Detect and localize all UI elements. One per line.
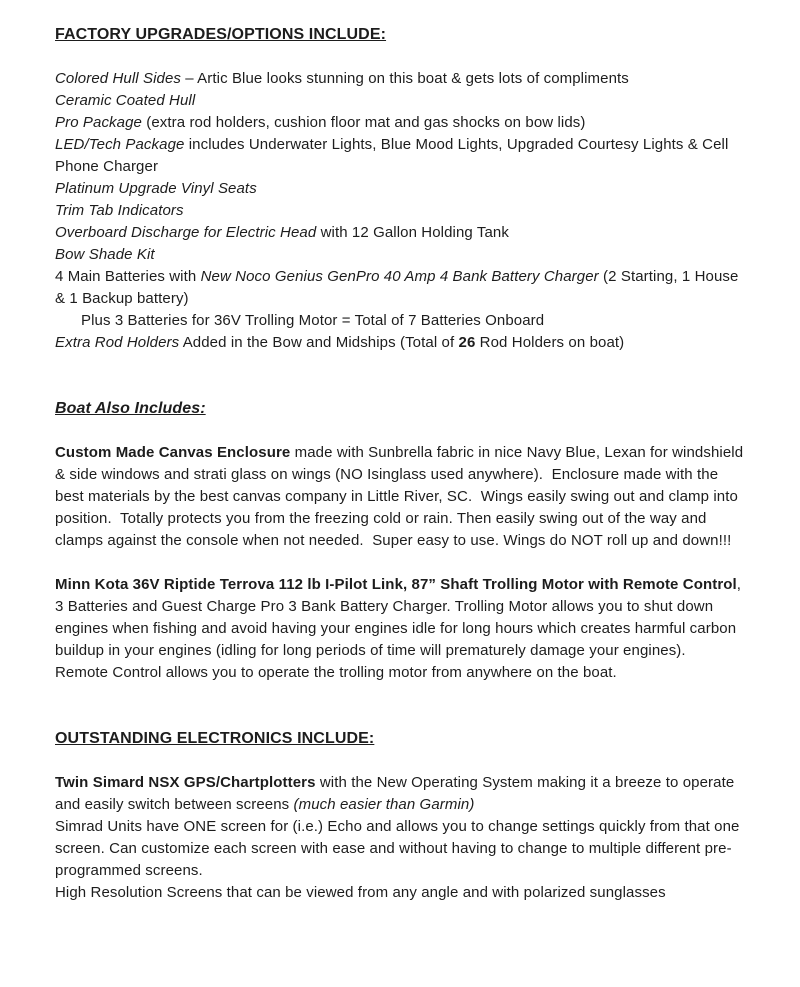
text-run: Ceramic Coated Hull — [55, 92, 196, 109]
text-run: New Noco Genius GenPro 40 Amp 4 Bank Battery Charger — [200, 268, 599, 285]
section-factory-upgrades — [55, 24, 746, 354]
paragraph-canvas-enclosure — [55, 442, 746, 552]
text-run: Remote Control allows you to operate the trolling motor from anywhere on the boat. — [55, 664, 617, 681]
option-extra-rod-holders — [55, 332, 746, 354]
option-colored-hull-sides — [55, 68, 746, 90]
text-run: with the New Operating System making it a breeze to operate and easily switch between screens — [55, 774, 739, 813]
section-boat-also-includes — [55, 398, 746, 684]
option-overboard-discharge — [55, 222, 746, 244]
option-platinum-vinyl-seats — [55, 178, 746, 200]
boat-also-includes-heading: Boat Also Includes: — [55, 400, 206, 417]
text-run: Rod Holders on boat) — [475, 334, 625, 351]
text-run: (2 Starting, 1 House & 1 Backup battery) — [55, 268, 743, 307]
paragraph-simrad-screens — [55, 816, 746, 882]
text-run: – Artic Blue looks stunning on this boat & gets lots of compliments — [181, 70, 629, 87]
paragraph-remote-control — [55, 662, 746, 684]
text-run: Plus 3 Batteries for 36V Trolling Motor = Total of 7 Batteries Onboard — [81, 312, 545, 329]
factory-upgrades-heading: FACTORY UPGRADES/OPTIONS INCLUDE: — [55, 26, 387, 43]
text-run: Pro Package — [55, 114, 142, 131]
text-run: with 12 Gallon Holding Tank — [316, 224, 509, 241]
text-run: Colored Hull Sides — [55, 70, 182, 87]
option-trolling-batteries — [55, 310, 746, 332]
option-trim-tab-indicators — [55, 200, 746, 222]
paragraph-trolling-motor — [55, 574, 746, 662]
text-run: made with Sunbrella fabric in nice Navy Blue, Lexan for windshield & side windows and strati glass on wings (NO Isinglass used anywhere). Enclosure made with the best materials by the best canvas company in Little River, SC. Wings easily swing out and clamp into position. Totally protects you from the freezing cold or rain. Then easily swing out of the way and clamps against the console when not needed. Super easy to use. Wings do NOT roll up and down!!! — [55, 444, 748, 549]
text-run: Bow Shade Kit — [55, 246, 155, 263]
text-run: Twin Simard NSX GPS/Chartplotters — [55, 774, 316, 791]
section-outstanding-electronics — [55, 728, 746, 904]
text-run: 26 — [458, 334, 476, 351]
text-run: (extra rod holders, cushion floor mat and gas shocks on bow lids) — [141, 114, 586, 131]
outstanding-electronics-heading: OUTSTANDING ELECTRONICS INCLUDE: — [55, 730, 375, 747]
paragraph-chartplotters — [55, 772, 746, 816]
text-run: , 3 Batteries and Guest Charge Pro 3 Bank Battery Charger. Trolling Motor allows you to shut down engines when fishing and avoid having your engines idle for long hours which creates harmful carbon buildup in your engines (idling for long periods of time will prematurely damage your engines). — [55, 576, 746, 659]
text-run: (much easier than Garmin) — [293, 796, 475, 813]
text-run: Trim Tab Indicators — [55, 202, 184, 219]
paragraph-high-res-screens — [55, 882, 746, 904]
text-run: Platinum Upgrade Vinyl Seats — [55, 180, 257, 197]
text-run: Overboard Discharge for Electric Head — [55, 224, 317, 241]
option-bow-shade-kit — [55, 244, 746, 266]
option-ceramic-coated-hull — [55, 90, 746, 112]
text-run: Minn Kota 36V Riptide Terrova 112 lb I-Pilot Link, 87” Shaft Trolling Motor with Remote Control — [55, 576, 737, 593]
text-run: Added in the Bow and Midships (Total of — [179, 334, 459, 351]
text-run: LED/Tech Package — [55, 136, 185, 153]
text-run: Custom Made Canvas Enclosure — [55, 444, 291, 461]
option-pro-package — [55, 112, 746, 134]
text-run: includes Underwater Lights, Blue Mood Lights, Upgraded Courtesy Lights & Cell Phone Charger — [55, 136, 733, 175]
text-run: 4 Main Batteries with — [55, 268, 201, 285]
text-run: Extra Rod Holders — [55, 334, 180, 351]
option-main-batteries — [55, 266, 746, 310]
text-run: High Resolution Screens that can be viewed from any angle and with polarized sunglasses — [55, 884, 666, 901]
text-run: Simrad Units have ONE screen for (i.e.) Echo and allows you to change settings quickly from that one screen. Can customize each screen with ease and without having to change to multiple different pre-programmed screens. — [55, 818, 744, 879]
option-led-tech-package — [55, 134, 746, 178]
